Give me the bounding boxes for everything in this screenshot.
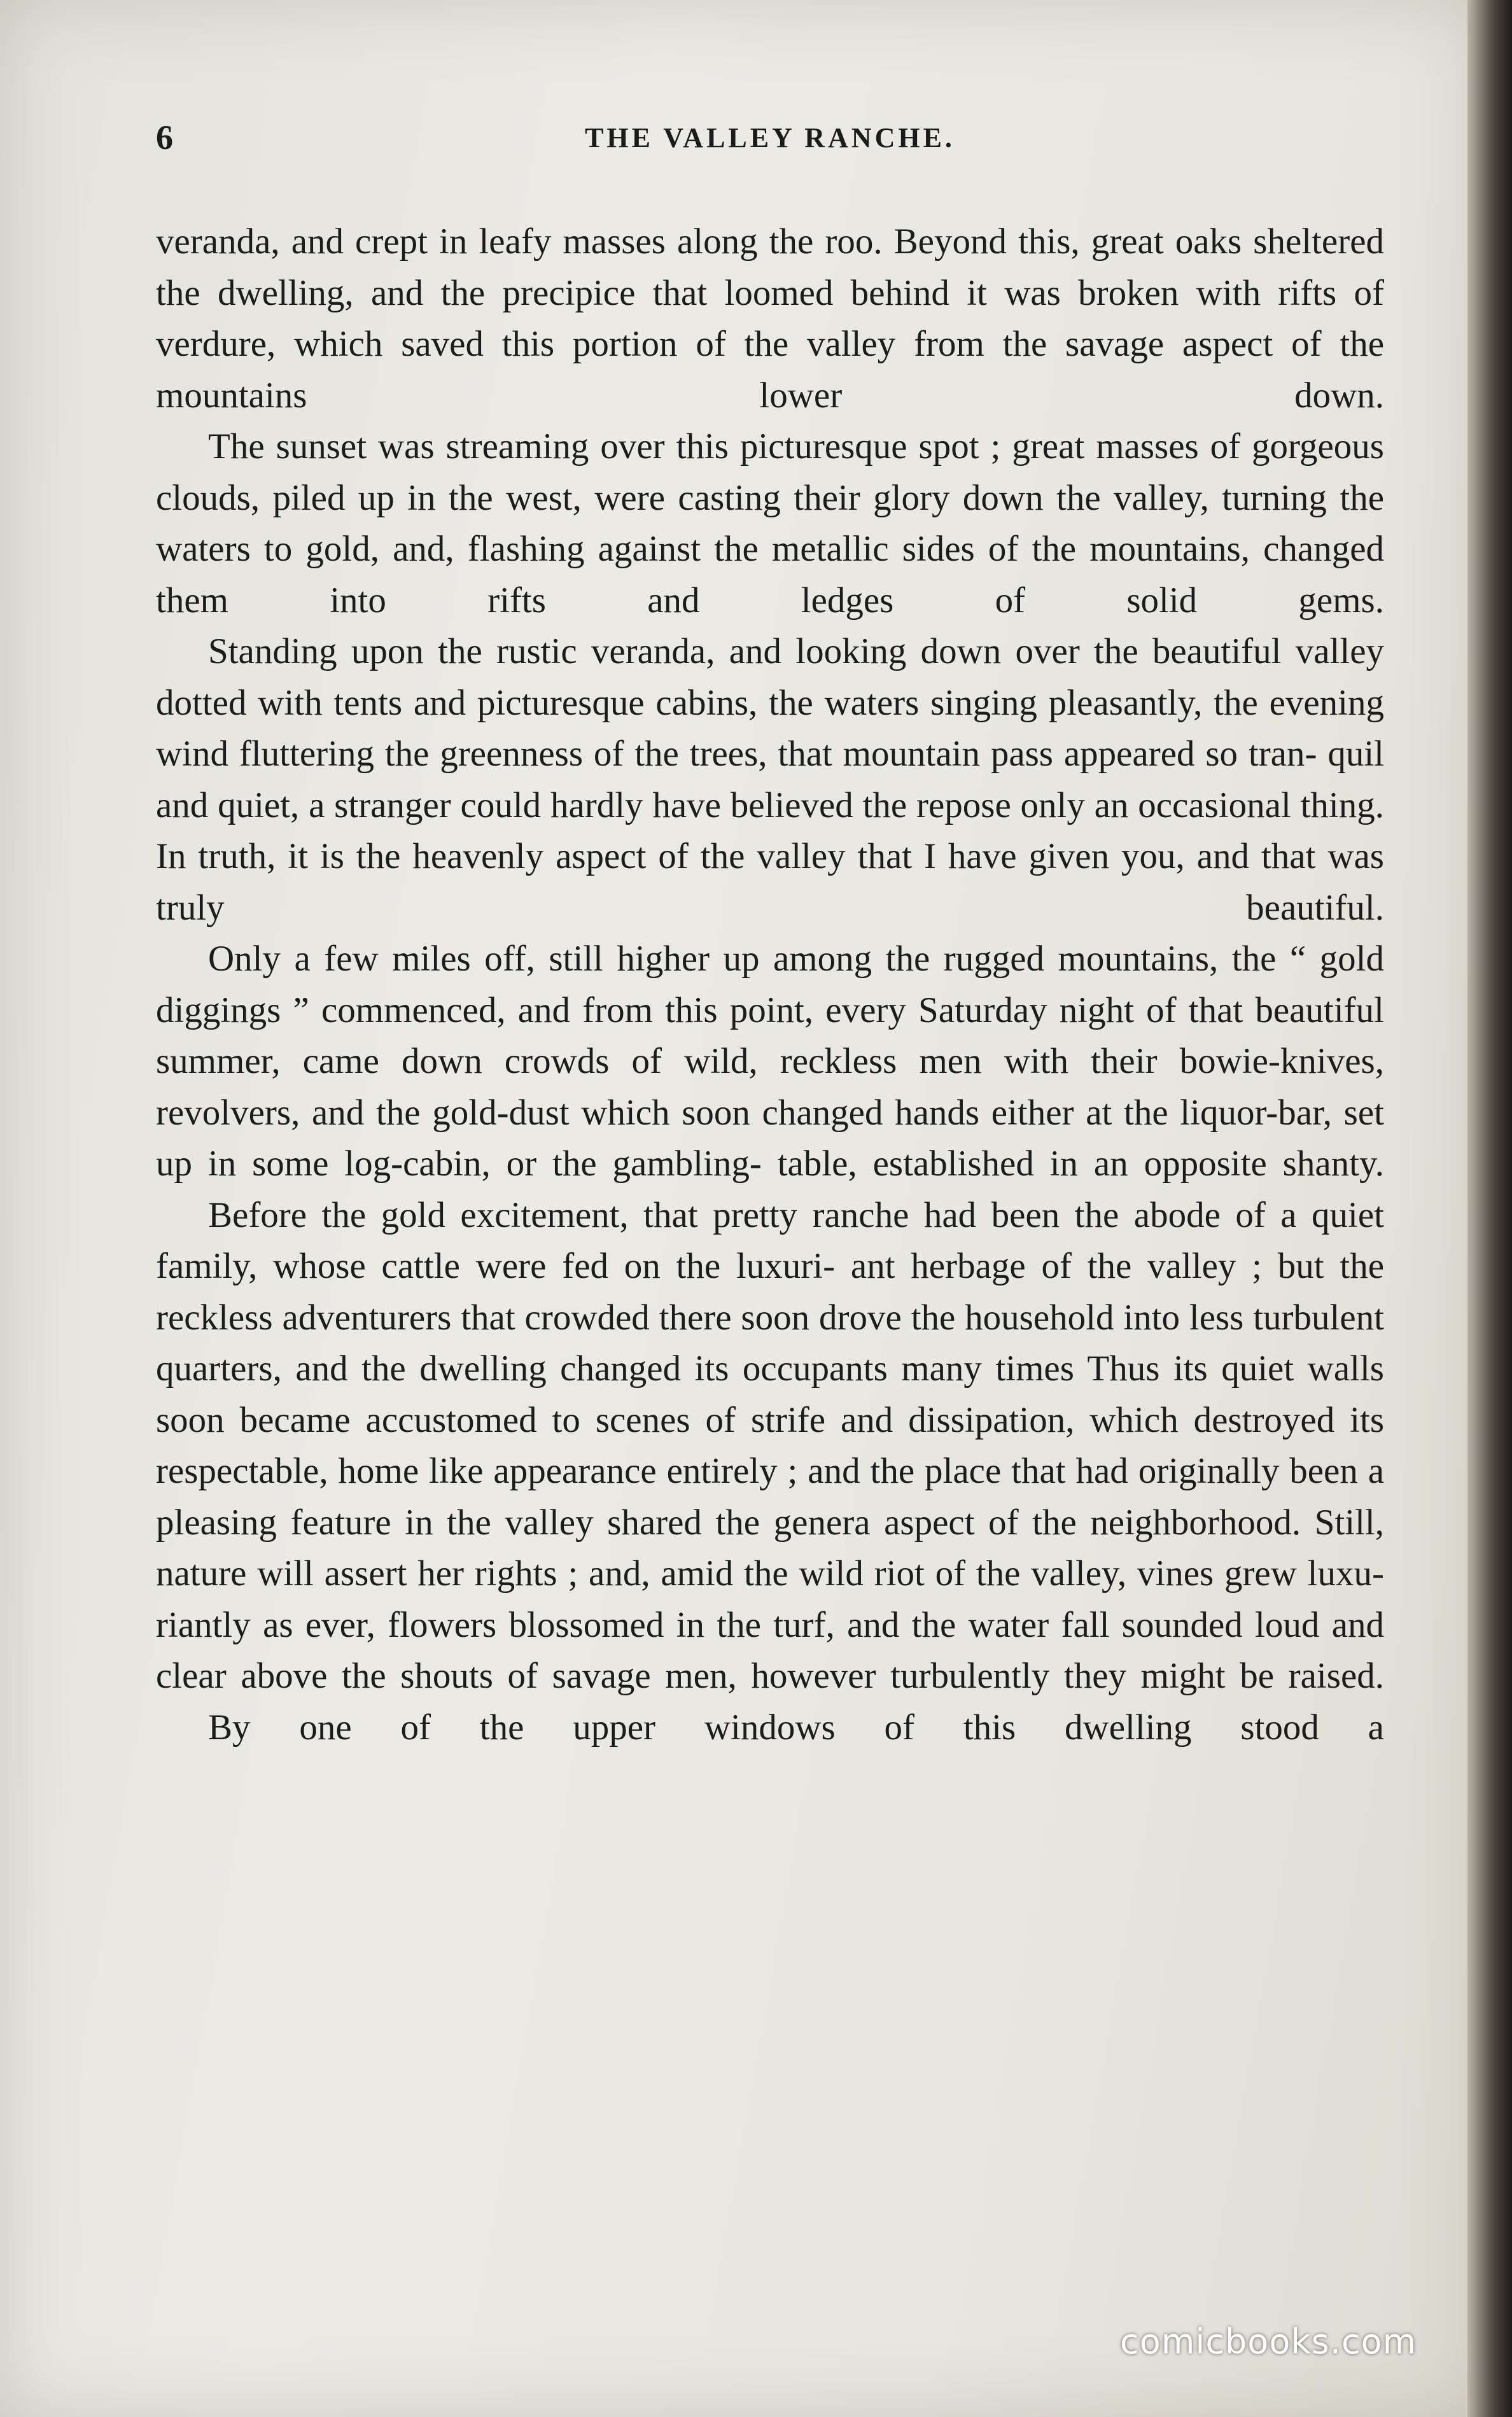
text-line: loomed behind it was broken with rifts of verdure, which (156, 272, 1384, 364)
text-line: table, established in an opposite shanty. (777, 1144, 1384, 1184)
text-line: repose only an occasional thing. In truth, it is the heavenly (156, 785, 1384, 876)
paragraph (156, 934, 1384, 1190)
text-line: their glory down the valley, turning the waters to gold, and, (156, 477, 1384, 569)
text-line: point, every Saturday night of that beautiful summer, came (156, 990, 1384, 1081)
text-line: riantly as ever, flowers blossomed in the turf, and the water (156, 1604, 1049, 1645)
page-header (156, 118, 1384, 169)
text-line: revolvers, and the gold-dust which soon changed hands either (156, 1092, 1074, 1133)
text-line: crowded there soon drove the household into less turbulent (524, 1297, 1385, 1338)
text-line: aspect of the neighborhood. Still, nature will assert her (156, 1502, 1385, 1594)
page-number: 6 (156, 118, 173, 157)
page-edge-shadow (1467, 0, 1512, 2417)
text-line: at the liquor-bar, set up in some log-cabin, or the gambling- (156, 1092, 1385, 1184)
text-line: greenness of the trees, that mountain pass appeared so tran- (440, 734, 1317, 774)
text-line: however turbulently they might be raised. (751, 1656, 1384, 1696)
body-text (156, 216, 1384, 1753)
text-line: The sunset was streaming over this picturesque spot ; great (208, 426, 1085, 466)
text-line: quil and quiet, a stranger could hardly have believed the (156, 734, 1384, 825)
paragraph (156, 1702, 1384, 1754)
text-line: saved this portion of the valley from the savage aspect of the (401, 324, 1384, 364)
text-line: mountains lower down. (156, 375, 1384, 416)
text-line: abode of a quiet family, whose cattle were fed on the luxuri- (156, 1194, 1385, 1286)
text-line: Thus its quiet walls soon became accustomed to scenes of (156, 1349, 1384, 1440)
text-line: masses of gorgeous clouds, piled up in the west, were casting (156, 426, 1384, 518)
paragraph (156, 216, 1384, 421)
text-line: Standing upon the rustic veranda, and looking down over (208, 631, 1080, 671)
text-line: quarters, and the dwelling changed its occupants many times (156, 1349, 1074, 1389)
text-line: ant herbage of the valley ; but the reckless adventurers that (156, 1246, 1385, 1338)
text-line: fall sounded loud and clear above the shouts of savage men, (156, 1604, 1385, 1696)
text-line: strife and dissipation, which destroyed its respectable, home (156, 1399, 1385, 1491)
text-line: aspect of the valley that I have given you, and that was (556, 836, 1384, 876)
text-line: been a pleasing feature in the valley shared the genera (156, 1451, 1385, 1543)
paragraph (156, 1190, 1384, 1702)
text-line: mountains, the “ gold diggings ” commenced, and from this (156, 939, 1384, 1030)
text-line: Before the gold excitement, that pretty ranche had been the (208, 1194, 1119, 1235)
text-line: this, great oaks sheltered the dwelling, and the precipice that (156, 221, 1385, 313)
running-head: THE VALLEY RANCHE. (585, 122, 955, 153)
text-line: Only a few miles off, still higher up among the rugged (208, 939, 1045, 979)
watermark: comicbooks.com (1120, 2322, 1417, 2362)
paragraph (156, 421, 1384, 626)
text-line: veranda, and crept in leafy masses along the roo. Beyond (156, 221, 1007, 262)
text-line: them into rifts and ledges of solid gems. (156, 580, 1384, 620)
paragraph (156, 626, 1384, 934)
text-line: rights ; and, amid the wild riot of the valley, vines grew luxu- (474, 1553, 1384, 1594)
text-line: like appearance entirely ; and the place that had originally (429, 1451, 1280, 1491)
text-line: the waters singing pleasantly, the evening wind fluttering the (156, 682, 1385, 774)
text-line: truly beautiful. (156, 887, 1384, 928)
text-line: down crowds of wild, reckless men with their bowie-knives, (402, 1041, 1384, 1081)
text-line: By one of the upper windows of this dwelling stood a (208, 1707, 1384, 1748)
text-line: the beautiful valley dotted with tents and picturesque cabins, (156, 631, 1384, 723)
text-line: flashing against the metallic sides of the mountains, changed (467, 529, 1385, 569)
